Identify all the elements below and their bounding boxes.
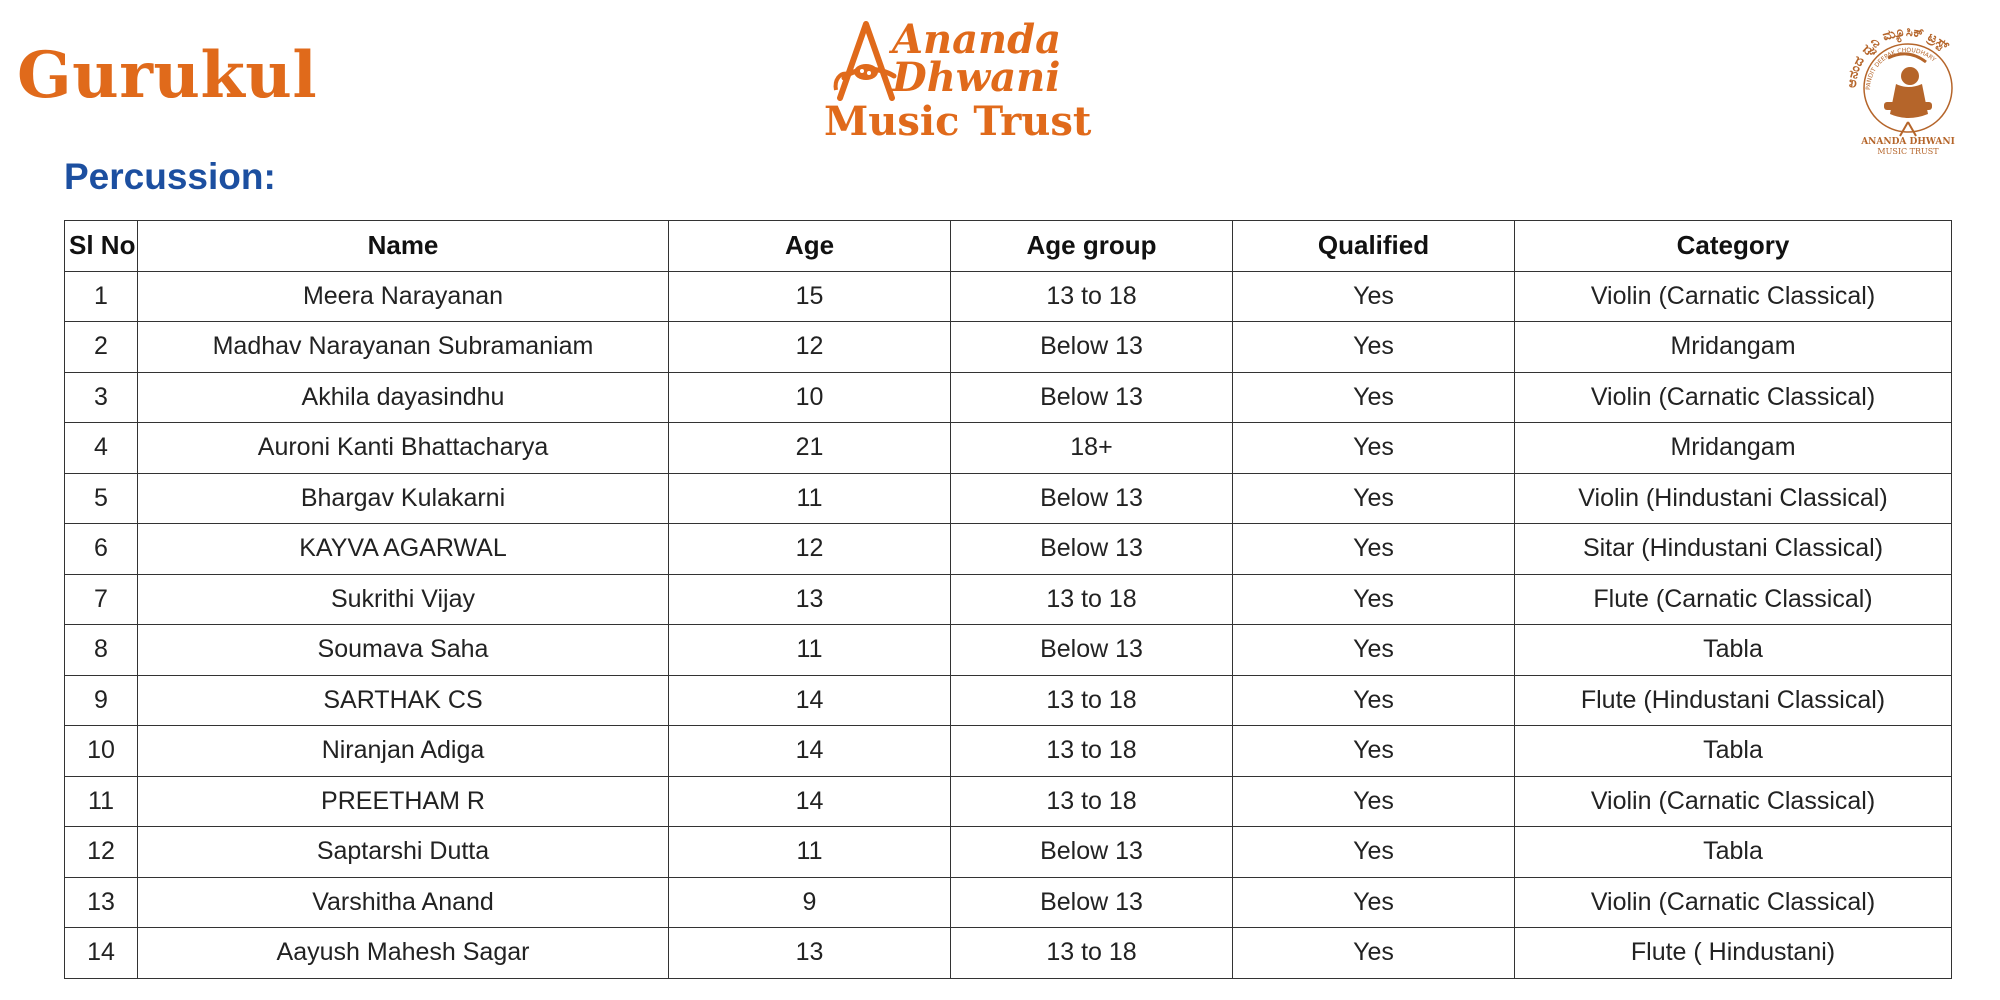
cell-category: Violin (Hindustani Classical) [1515,473,1952,524]
seal-caption-line1: ANANDA DHWANI [1861,137,1955,147]
table-row [65,827,1952,878]
cell-age-group: 13 to 18 [951,928,1233,979]
cell-name: Madhav Narayanan Subramaniam [138,322,669,373]
cell-age-group: 13 to 18 [951,574,1233,625]
cell-age-group: Below 13 [951,827,1233,878]
table-header-row [65,221,1952,272]
cell-age: 14 [669,776,951,827]
cell-qualified: Yes [1233,473,1515,524]
cell-name: Auroni Kanti Bhattacharya [138,423,669,474]
cell-category: Flute (Carnatic Classical) [1515,574,1952,625]
table-row [65,271,1952,322]
cell-qualified: Yes [1233,271,1515,322]
cell-name: PREETHAM R [138,776,669,827]
table-row [65,877,1952,928]
cell-category: Violin (Carnatic Classical) [1515,877,1952,928]
cell-qualified: Yes [1233,423,1515,474]
cell-age: 14 [669,726,951,777]
cell-sl-no: 11 [65,776,138,827]
cell-name: Akhila dayasindhu [138,372,669,423]
cell-name: Soumava Saha [138,625,669,676]
cell-age-group: Below 13 [951,372,1233,423]
table-row [65,473,1952,524]
cell-sl-no: 9 [65,675,138,726]
logo-text-music-trust: Music Trust [824,98,1092,145]
cell-sl-no: 1 [65,271,138,322]
table-row [65,524,1952,575]
ananda-dhwani-logo [822,16,1092,148]
cell-qualified: Yes [1233,877,1515,928]
cell-age: 14 [669,675,951,726]
cell-qualified: Yes [1233,928,1515,979]
cell-category: Violin (Carnatic Classical) [1515,372,1952,423]
cell-age: 21 [669,423,951,474]
cell-sl-no: 2 [65,322,138,373]
trust-seal-icon [1838,18,1978,158]
cell-age: 12 [669,524,951,575]
cell-name: Saptarshi Dutta [138,827,669,878]
cell-age: 11 [669,827,951,878]
cell-qualified: Yes [1233,322,1515,373]
table-row [65,928,1952,979]
cell-name: SARTHAK CS [138,675,669,726]
cell-sl-no: 8 [65,625,138,676]
cell-sl-no: 6 [65,524,138,575]
cell-qualified: Yes [1233,574,1515,625]
column-header-age-group: Age group [951,221,1233,272]
cell-qualified: Yes [1233,372,1515,423]
cell-qualified: Yes [1233,675,1515,726]
cell-age: 11 [669,625,951,676]
cell-age-group: Below 13 [951,524,1233,575]
cell-age: 13 [669,574,951,625]
cell-category: Sitar (Hindustani Classical) [1515,524,1952,575]
svg-text:ಆನಂದ ಧ್ವನಿ ಮ್ಯೂಸಿಕ್ ಟ್ರಸ್ಟ್ [1844,24,1952,91]
table-row [65,574,1952,625]
cell-sl-no: 7 [65,574,138,625]
cell-category: Tabla [1515,726,1952,777]
cell-name: KAYVA AGARWAL [138,524,669,575]
table-row [65,322,1952,373]
cell-age-group: 13 to 18 [951,776,1233,827]
cell-category: Tabla [1515,625,1952,676]
cell-age-group: 13 to 18 [951,675,1233,726]
column-header-qualified: Qualified [1233,221,1515,272]
cell-category: Flute (Hindustani Classical) [1515,675,1952,726]
cell-age-group: Below 13 [951,322,1233,373]
seal-arc-text: ಆನಂದ ಧ್ವನಿ ಮ್ಯೂಸಿಕ್ ಟ್ರಸ್ಟ್ [1844,24,1952,89]
column-header-sl-no: Sl No [65,221,138,272]
cell-category: Violin (Carnatic Classical) [1515,271,1952,322]
cell-sl-no: 14 [65,928,138,979]
cell-name: Niranjan Adiga [138,726,669,777]
cell-qualified: Yes [1233,827,1515,878]
cell-sl-no: 3 [65,372,138,423]
cell-age: 10 [669,372,951,423]
cell-sl-no: 10 [65,726,138,777]
cell-name: Bhargav Kulakarni [138,473,669,524]
column-header-age: Age [669,221,951,272]
cell-qualified: Yes [1233,524,1515,575]
seal-inner-text: PANDIT DEEPAK CHOUDHARY [1864,46,1937,91]
cell-qualified: Yes [1233,776,1515,827]
column-header-name: Name [138,221,669,272]
cell-name: Varshitha Anand [138,877,669,928]
cell-age: 11 [669,473,951,524]
cell-age: 15 [669,271,951,322]
cell-age: 9 [669,877,951,928]
students-table [64,220,1952,979]
seal-caption-line2: MUSIC TRUST [1877,147,1939,156]
cell-age-group: 13 to 18 [951,726,1233,777]
cell-sl-no: 4 [65,423,138,474]
cell-category: Flute ( Hindustani) [1515,928,1952,979]
cell-name: Sukrithi Vijay [138,574,669,625]
logo-text-dhwani: Dhwani [892,54,1061,101]
cell-sl-no: 5 [65,473,138,524]
table-row [65,423,1952,474]
cell-age-group: 18+ [951,423,1233,474]
cell-age-group: Below 13 [951,877,1233,928]
cell-age-group: 13 to 18 [951,271,1233,322]
cell-category: Tabla [1515,827,1952,878]
cell-name: Aayush Mahesh Sagar [138,928,669,979]
cell-age: 13 [669,928,951,979]
cell-sl-no: 13 [65,877,138,928]
cell-sl-no: 12 [65,827,138,878]
cell-name: Meera Narayanan [138,271,669,322]
column-header-category: Category [1515,221,1952,272]
table-row [65,726,1952,777]
cell-age-group: Below 13 [951,625,1233,676]
brand-title: Gurukul [17,38,318,113]
table-row [65,675,1952,726]
table-row [65,776,1952,827]
cell-category: Mridangam [1515,322,1952,373]
logo-text-ananda: Ananda [892,16,1062,63]
table-row [65,372,1952,423]
cell-age-group: Below 13 [951,473,1233,524]
section-title: Percussion: [64,156,276,197]
cell-qualified: Yes [1233,726,1515,777]
table-row [65,625,1952,676]
cell-age: 12 [669,322,951,373]
cell-category: Mridangam [1515,423,1952,474]
cell-category: Violin (Carnatic Classical) [1515,776,1952,827]
cell-qualified: Yes [1233,625,1515,676]
